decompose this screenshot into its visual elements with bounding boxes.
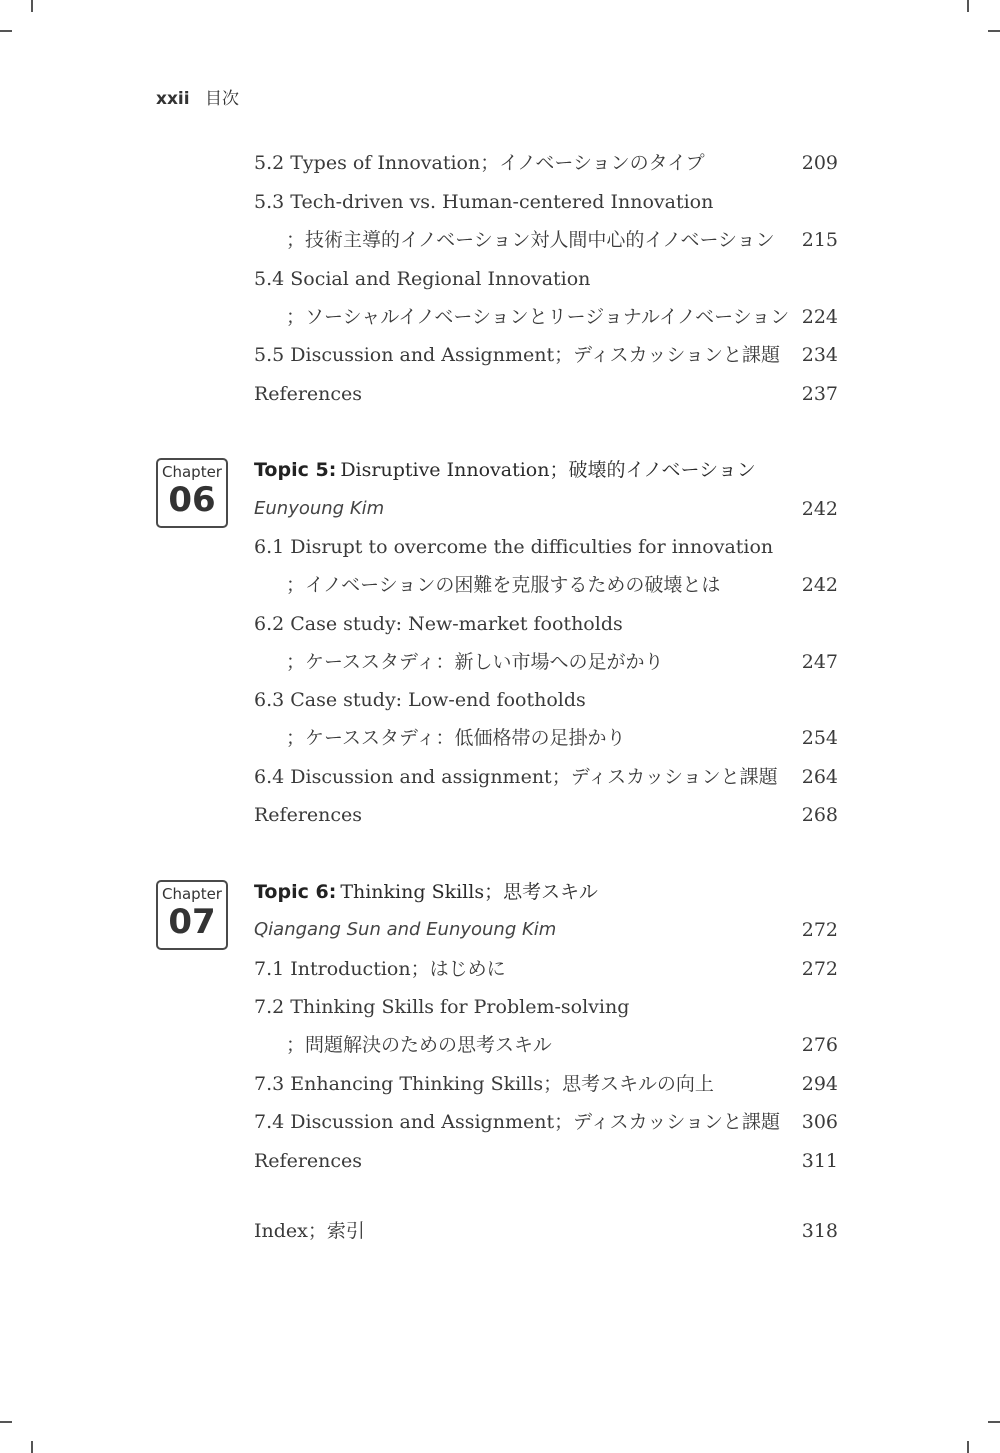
crop-mark-top-left-v bbox=[31, 0, 33, 12]
toc-entry-title: 5.5 Discussion and Assignment；ディスカッションと課題 bbox=[254, 344, 780, 366]
toc-entry-page: 242 bbox=[801, 498, 838, 520]
toc-entry-page: 318 bbox=[801, 1220, 838, 1242]
toc-entry-index[interactable] bbox=[254, 1216, 838, 1246]
toc-entry-title: ；ケーススタディ：新しい市場への足がかり bbox=[286, 651, 664, 673]
toc-entry-page: 264 bbox=[801, 766, 838, 788]
toc-entry[interactable] bbox=[254, 1107, 838, 1137]
toc-entry-page: 272 bbox=[801, 958, 838, 980]
chapter-07-author[interactable] bbox=[254, 915, 838, 945]
toc-entry-page: 247 bbox=[801, 651, 838, 673]
toc-entry-page: 234 bbox=[801, 344, 838, 366]
toc-entry[interactable] bbox=[254, 1069, 838, 1099]
topic-label: Topic 5: bbox=[254, 459, 337, 481]
toc-entry-page: 224 bbox=[801, 306, 838, 328]
page-folio: xxii bbox=[156, 89, 190, 109]
toc-entry-title: ；イノベーションの困難を克服するための破壊とは bbox=[286, 574, 721, 596]
toc-entry-title: 6.1 Disrupt to overcome the difficulties for innovation bbox=[254, 536, 774, 558]
chapter-07-badge bbox=[156, 880, 228, 950]
toc-entry[interactable] bbox=[254, 532, 838, 562]
toc-entry-continuation[interactable] bbox=[254, 647, 838, 677]
chapter-07-topic-heading[interactable] bbox=[254, 877, 838, 907]
toc-entry-page: 254 bbox=[801, 727, 838, 749]
crop-mark-bottom-left-h bbox=[0, 1421, 12, 1423]
toc-entry-title: 7.4 Discussion and Assignment；ディスカッションと課題 bbox=[254, 1111, 780, 1133]
toc-entry-page: 276 bbox=[801, 1034, 838, 1056]
header-title: 目次 bbox=[205, 89, 239, 109]
toc-entry-title: 5.3 Tech-driven vs. Human-centered Innovation bbox=[254, 191, 714, 213]
toc-entry-title: 5.4 Social and Regional Innovation bbox=[254, 268, 591, 290]
toc-entry[interactable] bbox=[254, 187, 838, 217]
running-header bbox=[156, 84, 239, 109]
toc-entry-page: 215 bbox=[801, 229, 838, 251]
toc-entry-title: 7.2 Thinking Skills for Problem-solving bbox=[254, 996, 630, 1018]
toc-entry-page: 294 bbox=[801, 1073, 838, 1095]
toc-entry-continuation[interactable] bbox=[254, 1030, 838, 1060]
chapter-06-topic-heading[interactable] bbox=[254, 455, 838, 485]
chapter-number: 07 bbox=[168, 902, 216, 942]
toc-entry-references[interactable] bbox=[254, 800, 838, 830]
toc-entry-title: 5.2 Types of Innovation；イノベーションのタイプ bbox=[254, 152, 705, 174]
toc-entry-title: 6.4 Discussion and assignment；ディスカッションと課題 bbox=[254, 766, 778, 788]
toc-entry-title: References bbox=[254, 1150, 363, 1172]
toc-entry[interactable] bbox=[254, 340, 838, 370]
toc-entry-page: 306 bbox=[801, 1111, 838, 1133]
toc-entry-title: ；ソーシャルイノベーションとリージョナルイノベーション bbox=[286, 306, 790, 328]
crop-mark-bottom-left-v bbox=[31, 1441, 33, 1453]
topic-title: Thinking Skills；思考スキル bbox=[340, 881, 598, 903]
crop-mark-top-left-h bbox=[0, 30, 12, 32]
chapter-label: Chapter bbox=[162, 463, 222, 481]
topic-title: Disruptive Innovation；破壊的イノベーション bbox=[340, 459, 756, 481]
toc-entry-page: 311 bbox=[801, 1150, 838, 1172]
toc-entry-title: ；技術主導的イノベーション対人間中心的イノベーション bbox=[286, 229, 775, 251]
chapter-label: Chapter bbox=[162, 885, 222, 903]
toc-entry-page: 268 bbox=[801, 804, 838, 826]
toc-entry-references[interactable] bbox=[254, 379, 838, 409]
toc-entry[interactable] bbox=[254, 264, 838, 294]
toc-entry-page: 209 bbox=[801, 152, 838, 174]
topic-label: Topic 6: bbox=[254, 881, 337, 903]
toc-entry-continuation[interactable] bbox=[254, 225, 838, 255]
toc-entry-title: ；問題解決のための思考スキル bbox=[286, 1034, 552, 1056]
toc-entry-page: 237 bbox=[801, 383, 838, 405]
toc-entry-title: References bbox=[254, 804, 363, 826]
toc-entry-continuation[interactable] bbox=[254, 570, 838, 600]
toc-entry-page: 242 bbox=[801, 574, 838, 596]
toc-entry-title: Index；索引 bbox=[254, 1220, 365, 1242]
toc-entry-continuation[interactable] bbox=[254, 723, 838, 753]
toc-entry[interactable] bbox=[254, 148, 838, 178]
author-name: Eunyoung Kim bbox=[254, 498, 385, 519]
toc-entry[interactable] bbox=[254, 992, 838, 1022]
crop-mark-bottom-right-v bbox=[967, 1441, 969, 1453]
author-name: Qiangang Sun and Eunyoung Kim bbox=[254, 919, 557, 940]
crop-mark-top-right-h bbox=[988, 30, 1000, 32]
toc-entry-title: References bbox=[254, 383, 363, 405]
chapter-06-badge bbox=[156, 458, 228, 528]
chapter-number: 06 bbox=[168, 480, 216, 520]
toc-entry-title: 6.2 Case study: New-market footholds bbox=[254, 613, 623, 635]
crop-mark-top-right-v bbox=[967, 0, 969, 12]
toc-entry-title: ；ケーススタディ：低価格帯の足掛かり bbox=[286, 727, 626, 749]
chapter-06-author[interactable] bbox=[254, 494, 838, 524]
toc-entry[interactable] bbox=[254, 685, 838, 715]
toc-entry-continuation[interactable] bbox=[254, 302, 838, 332]
toc-entry-page: 272 bbox=[801, 919, 838, 941]
toc-entry[interactable] bbox=[254, 609, 838, 639]
toc-entry-title: 6.3 Case study: Low-end footholds bbox=[254, 689, 586, 711]
toc-entry-title: 7.3 Enhancing Thinking Skills；思考スキルの向上 bbox=[254, 1073, 714, 1095]
toc-entry-references[interactable] bbox=[254, 1146, 838, 1176]
toc-entry-title: 7.1 Introduction；はじめに bbox=[254, 958, 506, 980]
crop-mark-bottom-right-h bbox=[988, 1421, 1000, 1423]
toc-entry[interactable] bbox=[254, 954, 838, 984]
toc-entry[interactable] bbox=[254, 762, 838, 792]
